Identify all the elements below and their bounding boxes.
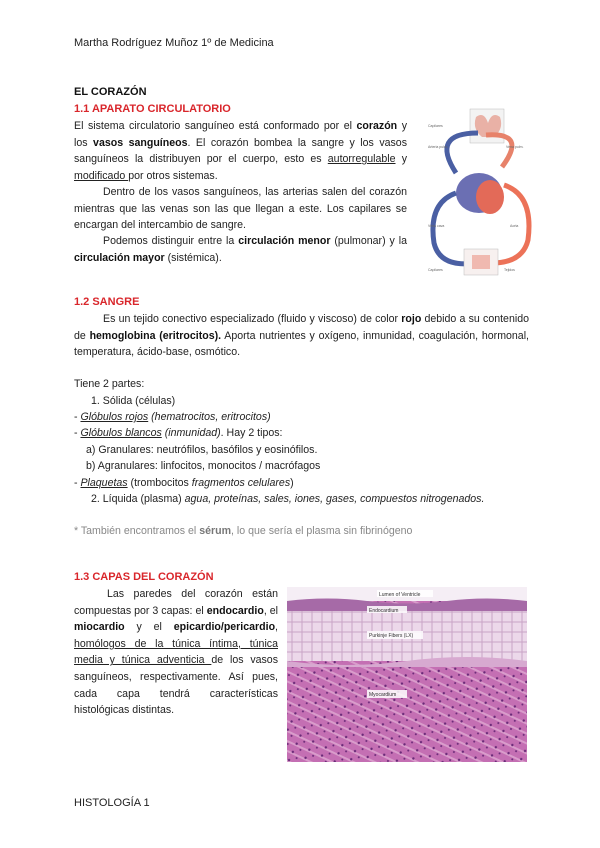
- section-1-2-paragraph: Es un tejido conectivo especializado (fluido y viscoso) de color rojo debido a su contenido de hemoglobina (eritrocitos). Aporta nutrientes y oxígeno, inmunidad, coagulación, hormonal, temperatura, ácido-base, osmótico.: [74, 313, 529, 359]
- endocardium-label: Endocardium: [369, 608, 399, 614]
- heart-wall-micrograph: [287, 587, 527, 762]
- svg-text:Capilares: Capilares: [428, 124, 443, 128]
- blood-part-liquid: 2. Líquida (plasma) agua, proteínas, sales, iones, gases, compuestos nitrogenados.: [91, 493, 485, 505]
- blood-parts-intro: Tiene 2 partes:: [74, 378, 145, 390]
- svg-text:Vena cava: Vena cava: [428, 224, 445, 228]
- lumen-label: Lumen of Ventricle: [379, 592, 421, 598]
- section-1-3-paragraph: Las paredes del corazón están compuestas por 3 capas: el endocardio, el miocardio y el epicardio/pericardio, homólogos de la túnica íntima, túnica media y túnica adventicia de los vasos sanguíneos, respectivamente. Así pues, cada capa tendrá características histológicas distintas.: [74, 588, 278, 717]
- white-cells-item: - Glóbulos blancos (inmunidad). Hay 2 tipos:: [74, 427, 283, 439]
- circulation-diagram: [426, 103, 532, 280]
- section-1-1-paragraph-2: Dentro de los vasos sanguíneos, las arterias salen del corazón mientras que las venas son las que llegan a este. Los capilares se encargan del intercambio de sangre.: [74, 186, 407, 232]
- section-1-1-title: 1.1 APARATO CIRCULATORIO: [74, 103, 231, 115]
- svg-text:Aorta: Aorta: [510, 224, 519, 228]
- svg-text:Arteria pulm.: Arteria pulm.: [428, 145, 448, 149]
- page-header: Martha Rodríguez Muñoz 1º de Medicina: [74, 37, 274, 49]
- serum-note: * También encontramos el sérum, lo que sería el plasma sin fibrinógeno: [74, 525, 413, 537]
- blood-part-solid: 1. Sólida (células): [91, 395, 176, 407]
- section-1-1-paragraph-3: Podemos distinguir entre la circulación menor (pulmonar) y la circulación mayor (sistémica).: [74, 235, 407, 264]
- section-1-2-title: 1.2 SANGRE: [74, 296, 140, 308]
- red-cells-item: - Glóbulos rojos (hematrocitos, eritrocitos): [74, 411, 271, 423]
- section-1-3-title: 1.3 CAPAS DEL CORAZÓN: [74, 571, 214, 583]
- section-1-1-paragraph-1: El sistema circulatorio sanguíneo está conformado por el corazón y los vasos sanguíneos. El corazón bombea la sangre y los vasos sanguíneos la distribuyen por el cuerpo, esto es autorregulable y modificado por otros sistemas.: [74, 120, 407, 182]
- svg-text:Tejidos: Tejidos: [504, 268, 515, 272]
- agranular-item: b) Agranulares: linfocitos, monocitos / macrófagos: [86, 460, 321, 472]
- svg-text:Vena pulm.: Vena pulm.: [506, 145, 524, 149]
- page-footer: HISTOLOGÍA 1: [74, 797, 150, 809]
- chapter-title: EL CORAZÓN: [74, 86, 147, 98]
- platelets-item: - Plaquetas (trombocitos fragmentos celulares): [74, 477, 294, 489]
- purkinje-label: Purkinje Fibers (LX): [369, 633, 414, 639]
- myocardium-label: Myocardium: [369, 692, 397, 698]
- granular-item: a) Granulares: neutrófilos, basófilos y eosinófilos.: [86, 444, 318, 456]
- svg-text:Capilares: Capilares: [428, 268, 443, 272]
